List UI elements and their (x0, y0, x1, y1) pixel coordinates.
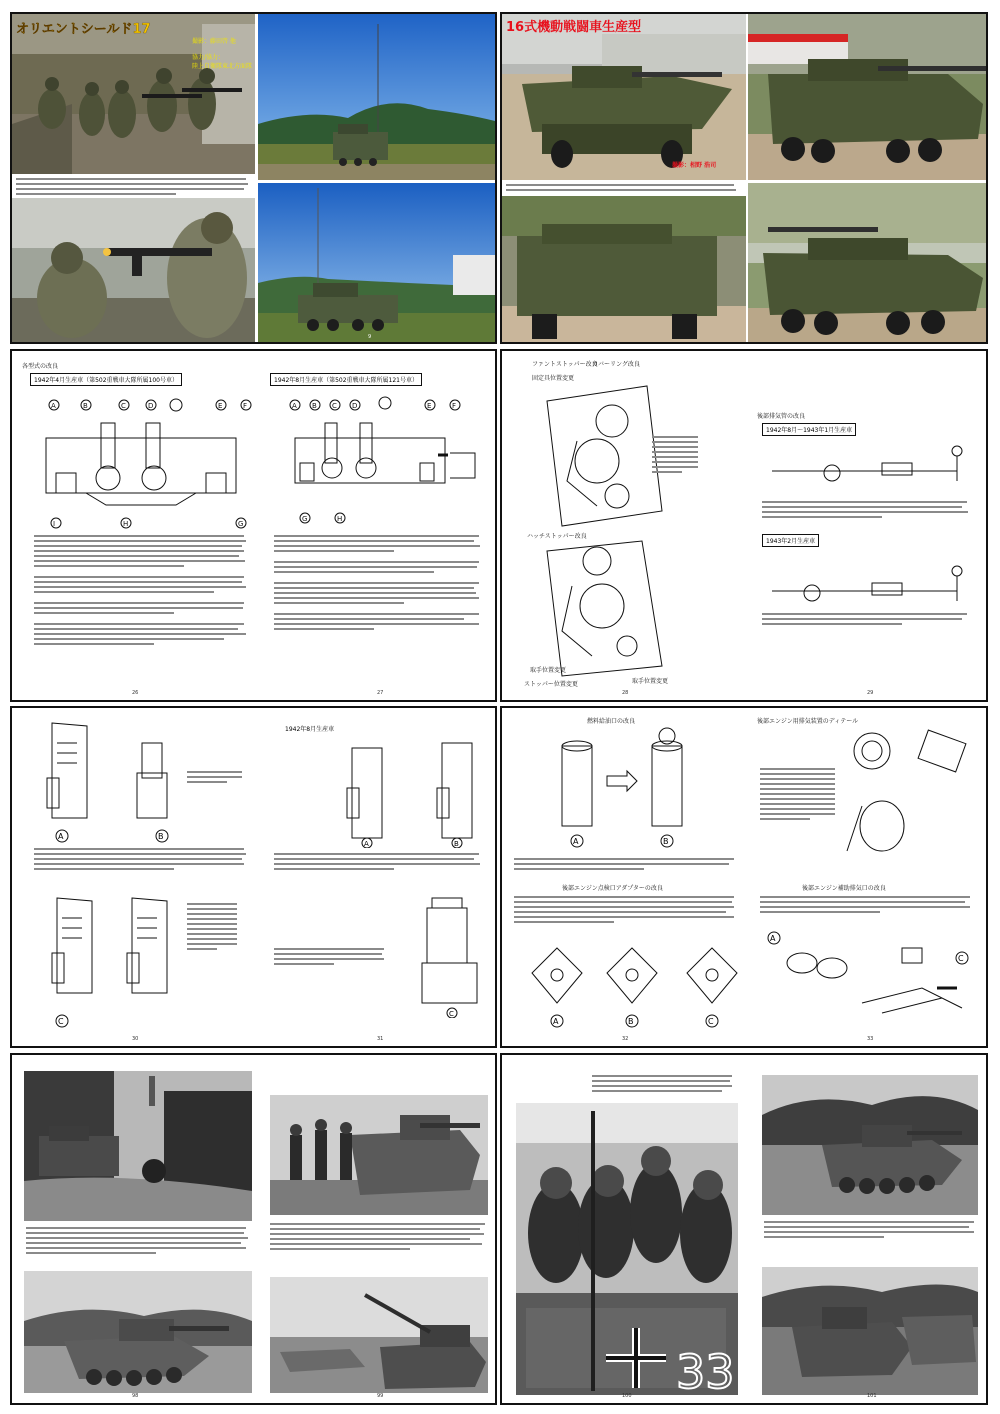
circled-label-row-2 (42, 1013, 262, 1029)
label-h: H (337, 515, 343, 523)
label-e: E (427, 402, 432, 410)
page-number-right: 27 (377, 690, 384, 696)
spread-tiger-photos-1 (10, 1053, 497, 1405)
caption-box-top (592, 1075, 737, 1095)
body-text-left-top (514, 858, 739, 873)
spread-deck-exhaust (500, 349, 988, 702)
body-text-left-top (34, 848, 249, 873)
page-number-left: 100 (622, 1393, 632, 1399)
spread-type16-mcv (500, 12, 988, 344)
fender-diagram-a (32, 718, 102, 828)
body-text-right-column (760, 768, 840, 823)
photo-mcv-rear (502, 196, 746, 344)
callout-top-2: カバーリング改良 (592, 361, 640, 368)
section-title-aux-exhaust: 後部エンジン補助排気口の改良 (802, 885, 886, 892)
engine-deck-diagram-top (537, 381, 667, 531)
caption-text-block (506, 184, 742, 194)
photo-tiger-trees (24, 1271, 252, 1393)
body-text-right-bottom (274, 948, 389, 968)
label-b: B (312, 402, 317, 410)
label-h: H (123, 520, 129, 528)
exhaust-diagram-1 (762, 441, 972, 501)
photo-stryker-hill (258, 183, 497, 344)
fender-diagram-d (112, 893, 182, 1003)
page-number: 9 (368, 334, 372, 340)
page-number-left: 98 (132, 1393, 139, 1399)
label-a: A (573, 837, 579, 846)
callout-stopper: ストッパー位置変更 (524, 681, 578, 688)
label-c: C (958, 954, 964, 963)
body-text-left (34, 535, 249, 648)
label-f: F (243, 402, 248, 410)
page-number-left: 28 (622, 690, 629, 696)
fender-diagram-b (117, 723, 187, 833)
section-title-fuel: 燃料給油口の改良 (587, 718, 636, 725)
circled-label-row-1 (42, 828, 262, 844)
page-number-right: 33 (867, 1036, 874, 1042)
photo-credit: 撮影：相野 浩司 (672, 162, 717, 169)
label-c: C (332, 402, 337, 410)
photo-mcv-parade (748, 14, 988, 180)
label-a: A (770, 934, 776, 943)
callout-top-1: ファントストッパー改良 (532, 361, 598, 368)
label-c: C (449, 1010, 454, 1018)
box-label-right: 1942年8月生産車（第502重戦車大隊所属121号車） (270, 373, 422, 386)
body-text-right-mid (760, 896, 975, 916)
body-text-right-top (274, 853, 484, 873)
photo-soldiers-stairs (12, 14, 255, 174)
photo-mcv-front (502, 14, 746, 180)
spread-fender-details (10, 706, 497, 1048)
label-d: D (352, 402, 358, 410)
section-title-adapter: 後部エンジン点検口アダプターの改良 (562, 885, 663, 892)
body-text-right (274, 535, 484, 633)
label-a: A (553, 1017, 559, 1026)
page-number-right: 101 (867, 1393, 877, 1399)
spread-hull-improvements (10, 349, 497, 702)
body-text-column (652, 436, 702, 476)
section-title: 各型式の改良 (22, 363, 59, 370)
exhaust-diagram-2 (762, 561, 972, 621)
fender-diagram-right (292, 728, 492, 848)
label-a: A (364, 840, 369, 848)
label-g: G (302, 515, 308, 523)
fender-diagram-c (37, 893, 107, 1003)
callout-handle-1: 取手位置変更 (530, 667, 567, 674)
spread-fuel-exhaust (500, 706, 988, 1048)
engine-deck-diagram-bottom (537, 536, 667, 686)
caption-right-1 (270, 1223, 488, 1253)
label-d: D (148, 402, 154, 410)
page-number-right: 31 (377, 1036, 384, 1042)
box-label-right: 1942年8月生産車 (282, 723, 337, 734)
article-title: 16式機動戦闘車生産型 (506, 20, 642, 35)
caption-b (187, 771, 247, 786)
callout-hatch-stopper: ハッチストッパー改良 (527, 533, 587, 540)
page-number-left: 26 (132, 690, 139, 696)
label-i: I (53, 520, 56, 528)
photo-tiger-crew-closeup (516, 1103, 738, 1395)
photo-tiger-village (24, 1071, 252, 1221)
section-title-exhaust: 後部排気管の改良 (757, 413, 806, 420)
adapter-plate-diagram (517, 943, 747, 1033)
label-c: C (121, 402, 126, 410)
label-b: B (158, 832, 164, 841)
caption-text-block (16, 178, 252, 198)
photo-mcv-display (748, 183, 988, 344)
label-a: A (51, 402, 56, 410)
page-number-right: 99 (377, 1393, 384, 1399)
page-number-left: 32 (622, 1036, 629, 1042)
box-label-2: 1943年2月生産車 (762, 534, 819, 547)
photo-soldier-aiming (12, 198, 255, 344)
aux-exhaust-diagram (762, 928, 982, 1028)
label-f: F (452, 402, 457, 410)
hull-rear-diagram-right (270, 393, 490, 533)
photo-tiger-muddy (762, 1075, 978, 1215)
hull-rear-diagram-left (26, 393, 256, 533)
body-text-exhaust-2 (762, 613, 972, 628)
box-label-1: 1942年8月〜1943年1月生産車 (762, 423, 856, 436)
photo-credit: 撮影：藤田啓 他 (192, 38, 236, 45)
exhaust-detail-diagram (842, 726, 972, 866)
label-b: B (83, 402, 88, 410)
page-number-left: 30 (132, 1036, 139, 1042)
label-c: C (58, 1017, 64, 1026)
photo-tiger-field (270, 1277, 488, 1393)
label-a: A (58, 832, 64, 841)
spread-orient-shield (10, 12, 497, 344)
callout-fixture: 固定具位置変更 (532, 375, 575, 382)
body-text-column (187, 903, 242, 953)
photo-tiger-crew (270, 1095, 488, 1215)
fuel-filler-diagram (542, 726, 722, 856)
caption-right-2 (764, 1221, 978, 1241)
spread-tiger-photos-2 (500, 1053, 988, 1405)
label-e: E (218, 402, 223, 410)
label-b: B (663, 837, 669, 846)
section-title-exhaust-detail: 後部エンジン用排気装置のディテール (757, 718, 859, 725)
label-c: C (708, 1017, 714, 1026)
photo-tiger-woods (762, 1267, 978, 1395)
box-label-left: 1942年4月生産車（第502重戦車大隊所属100号車） (30, 373, 182, 386)
body-text-left-mid (514, 896, 739, 926)
label-g: G (238, 520, 244, 528)
body-text-exhaust-1 (762, 501, 972, 521)
label-b: B (454, 840, 459, 848)
article-title: オリエントシールド17 (16, 22, 151, 37)
hull-number: 33 (676, 1345, 735, 1395)
caption-left-1 (26, 1227, 250, 1257)
label-b: B (628, 1017, 634, 1026)
fender-diagram-right-c (392, 888, 497, 1018)
cooperation-credit: 協力/協力： 陸上自衛隊東北方面隊 (192, 54, 253, 70)
page-number-right: 29 (867, 690, 874, 696)
label-a: A (292, 402, 297, 410)
photo-stryker-field (258, 14, 497, 180)
callout-handle-2: 取手位置変更 (632, 678, 669, 685)
